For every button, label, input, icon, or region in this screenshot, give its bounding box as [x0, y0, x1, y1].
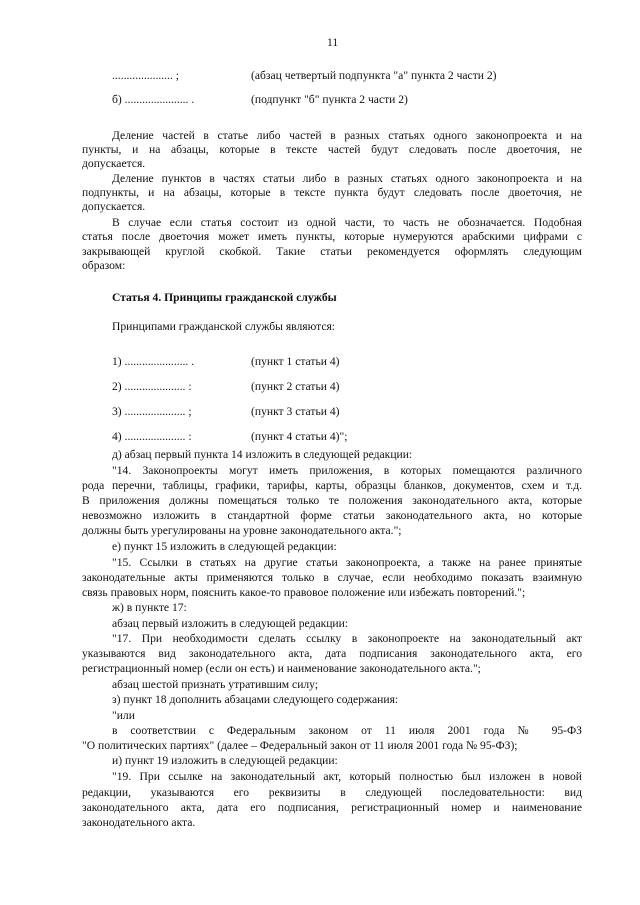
- paragraph-line: подпункты, и на абзацы, которые в тексте пункта будут следовать после двоеточия, не: [82, 186, 582, 199]
- article-intro: Принципами гражданской службы являются:: [112, 320, 336, 333]
- paragraph-line: пункты, и на абзацы, которые в тексте частей будут следовать после двоеточия, не: [82, 143, 582, 156]
- body-line: "О политических партиях" (далее – Федеральный закон от 11 июля 2001 года № 95-ФЗ);: [82, 739, 518, 752]
- point-note: (пункт 3 статьи 4): [251, 405, 340, 418]
- body-line: законодательного акта, дата его подписания, регистрационный номер и наименование: [82, 801, 582, 814]
- body-line: регистрационный номер (если он есть) и наименование законодательного акта.";: [82, 662, 481, 675]
- row-note: (подпункт "б" пункта 2 части 2): [251, 93, 408, 106]
- page-number: 11: [327, 36, 339, 49]
- row-marker: ..................... ;: [112, 69, 179, 82]
- paragraph-line: Деление пунктов в частях статьи либо в разных статьях одного законопроекта и на: [112, 172, 582, 185]
- body-line: абзац первый изложить в следующей редакции:: [112, 617, 349, 630]
- body-line: редакции, указываются его реквизиты в следующей последовательности: вид: [82, 786, 582, 799]
- paragraph-line: Деление частей в статье либо частей в разных статьях одного законопроекта и на: [112, 129, 582, 142]
- body-line: рода перечни, таблицы, графики, тарифы, карты, образцы бланков, документов, схем и т.д.: [82, 479, 582, 492]
- body-line: указываются вид законодательного акта, дата подписания законодательного акта, его: [82, 647, 582, 660]
- paragraph-line: закрывающей круглой скобкой. Такие статьи рекомендуется оформлять следующим: [82, 245, 582, 258]
- body-line: абзац шестой признать утратившим силу;: [112, 678, 319, 691]
- body-line: д) абзац первый пункта 14 изложить в следующей редакции:: [112, 448, 413, 461]
- point-note: (пункт 2 статьи 4): [251, 380, 340, 393]
- row-note: (абзац четвертый подпункта "а" пункта 2 части 2): [251, 69, 497, 82]
- body-line: В приложения должны помещаться только те положения законодательного акта, которые: [82, 494, 582, 507]
- body-line: "15. Ссылки в статьях на другие статьи законопроекта, а также на ранее принятые: [112, 556, 582, 569]
- body-line: невозможно изложить в стандартной форме статьи законодательного акта, но которые: [82, 509, 582, 522]
- point-marker: 4) ..................... :: [112, 430, 192, 443]
- body-line: "14. Законопроекты могут иметь приложения, в которых помещаются различного: [112, 464, 582, 477]
- body-line: в соответствии с Федеральным законом от 11 июля 2001 года № 95-ФЗ: [112, 724, 582, 737]
- paragraph-line: В случае если статья состоит из одной части, то часть не обозначается. Подобная: [112, 216, 582, 229]
- body-line: "или: [112, 709, 135, 722]
- point-marker: 3) ..................... ;: [112, 405, 192, 418]
- body-line: "17. При необходимости сделать ссылку в законопроекте на законодательный акт: [112, 632, 582, 645]
- point-note: (пункт 4 статьи 4)";: [251, 430, 348, 443]
- body-line: "19. При ссылке на законодательный акт, который полностью был изложен в новой: [112, 770, 582, 783]
- article-heading: Статья 4. Принципы гражданской службы: [112, 291, 337, 304]
- body-line: должны быть урегулированы на уровне законодательного акта.";: [82, 524, 402, 537]
- paragraph-line: допускается.: [82, 157, 146, 170]
- point-note: (пункт 1 статьи 4): [251, 355, 340, 368]
- body-line: ж) в пункте 17:: [112, 601, 187, 614]
- paragraph-line: допускается.: [82, 200, 146, 213]
- body-line: и) пункт 19 изложить в следующей редакции:: [112, 754, 338, 767]
- paragraph-line: статья после двоеточия может иметь пункты, которые нумеруются арабскими цифрами с: [82, 230, 582, 243]
- point-marker: 2) ..................... :: [112, 380, 192, 393]
- row-marker: б) ...................... .: [112, 93, 195, 106]
- body-line: связь правовых норм, пояснить какое-то правовое положение или избежать повторений.";: [82, 586, 526, 599]
- body-line: законодательные акты применяются только в случае, если необходимо показать взаимную: [82, 571, 582, 584]
- paragraph-line: образом:: [82, 259, 126, 272]
- body-line: е) пункт 15 изложить в следующей редакции:: [112, 540, 337, 553]
- point-marker: 1) ...................... .: [112, 355, 195, 368]
- body-line: з) пункт 18 дополнить абзацами следующего содержания:: [112, 693, 399, 706]
- body-line: законодательного акта.: [82, 816, 196, 829]
